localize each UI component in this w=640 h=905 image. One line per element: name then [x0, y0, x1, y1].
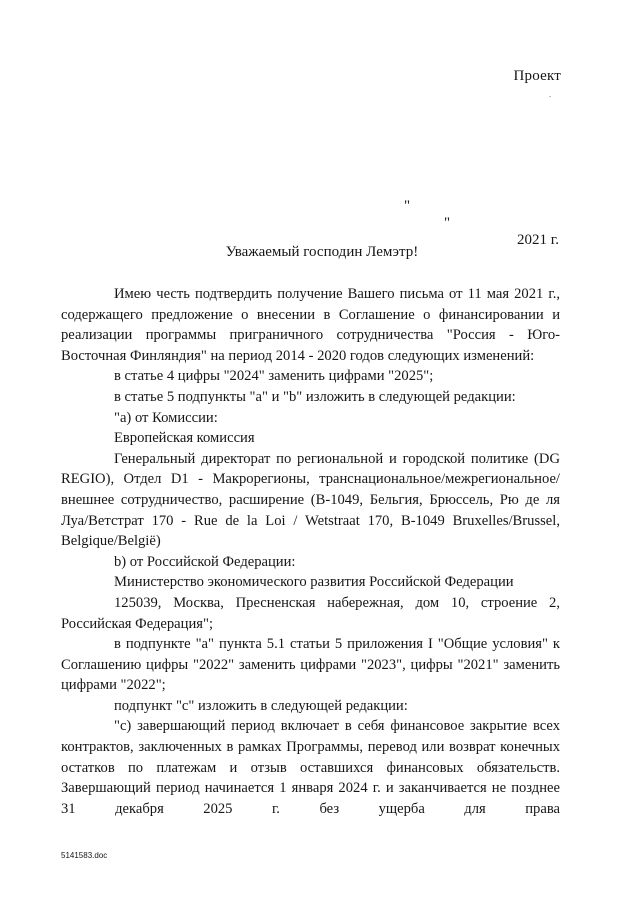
date-close-quote: "	[444, 215, 451, 231]
letter-body	[61, 284, 560, 819]
paragraph-intro: Имею честь подтвердить получение Вашего письма от 11 мая 2021 г., содержащего предложение о внесении в Соглашение о финансировании и реализации программы приграничного сотрудничества "Россия - Юго-Восточная Финляндия" на период 2014 - 2020 годов следующих изменений:	[61, 286, 560, 364]
paragraph-address: 125039, Москва, Пресненская набережная, дом 10, строение 2, Российская Федерация";	[61, 594, 560, 632]
salutation: Уважаемый господин Лемэтр!	[225, 244, 419, 260]
paragraph-article-5: в статье 5 подпункты "а" и "b" изложить в следующей редакции:	[114, 388, 516, 405]
paragraph-subpoint-c-intro: подпункт "с" изложить в следующей редакции:	[114, 697, 408, 714]
date-open-quote: "	[404, 198, 411, 214]
date-year: 2021 г.	[517, 232, 559, 248]
paragraph-subpoint-c: "с) завершающий период включает в себя финансовое закрытие всех контрактов, заключенных в рамках Программы, перевод или возврат конечных остатков по платежам и отзыв оставшихся финансовых обязательств. Завершающий период начинается 1 января 2024 г. и заканчивается не позднее 31 декабря 2025 г. без ущерба для права	[61, 718, 560, 817]
paragraph-dg-regio: Генеральный директорат по региональной и городской политике (DG REGIO), Отдел D1 - Макрорегионы, транснациональное/межрегиональное/ внешнее сотрудничество, расширение (B-1049, Бельгия, Брюссель, Рю де ля Луа/Ветстрат 170 - Rue de la Loi / Wetstraat 170, B-1049 Bruxelles/Brussel, Belgique/België)	[61, 450, 560, 550]
paragraph-european-commission: Европейская комиссия	[114, 430, 255, 447]
paragraph-russia-heading: b) от Российской Федерации:	[114, 553, 296, 570]
document-code: 5141583.doc	[61, 851, 108, 860]
paragraph-commission-heading: "а) от Комиссии:	[114, 409, 218, 426]
paragraph-ministry: Министерство экономического развития Российской Федерации	[114, 574, 514, 591]
paragraph-subpoint-a: в подпункте "а" пункта 5.1 статьи 5 приложения I "Общие условия" к Соглашению цифры "2022" заменить цифрами "2023", цифры "2021" заменить цифрами "2022";	[61, 636, 560, 694]
paragraph-article-4: в статье 4 цифры "2024" заменить цифрами "2025";	[114, 368, 434, 385]
scan-speck	[549, 96, 551, 97]
draft-label: Проект	[513, 68, 561, 84]
